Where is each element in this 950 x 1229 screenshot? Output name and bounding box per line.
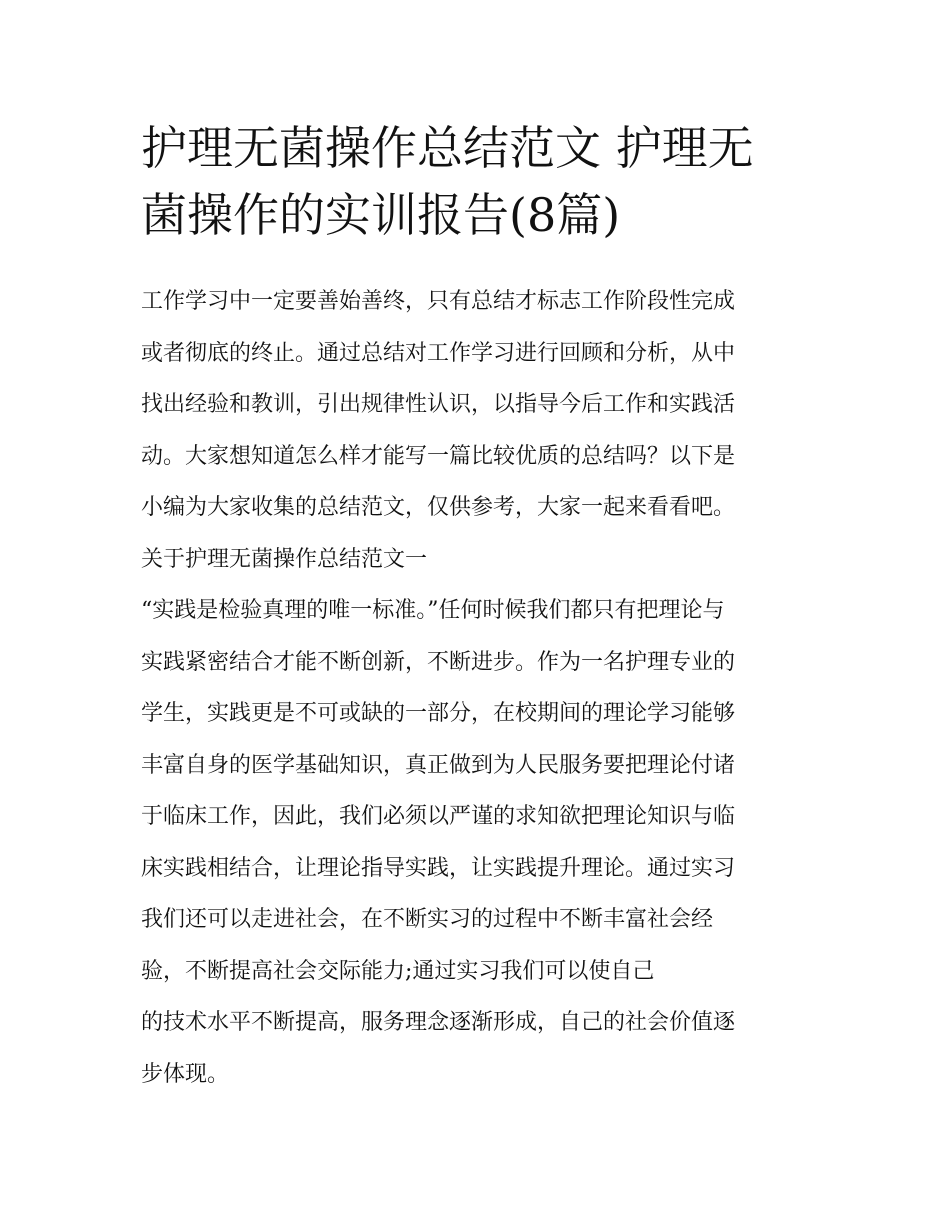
body-line: 找出经验和教训，引出规律性认识，以指导今后工作和实践活	[141, 392, 736, 417]
title-line-1: 护理无菌操作总结范文 护理无	[141, 121, 754, 175]
body-line: 实践紧密结合才能不断创新，不断进步。作为一名护理专业的	[141, 649, 736, 675]
body-line: 验，不断提高社会交际能力;通过实习我们可以使自己	[141, 958, 655, 984]
body-line: 步体现。	[141, 1061, 230, 1087]
body-line: 床实践相结合，让理论指导实践，让实践提升理论。通过实习	[141, 855, 736, 881]
body-line: “实践是检验真理的唯一标准。”任何时候我们都只有把理论与	[141, 598, 725, 623]
body-line: 的技术水平不断提高，服务理念逐渐形成，自己的社会价值逐	[141, 1010, 736, 1035]
document-body	[141, 276, 821, 1100]
body-line: 于临床工作，因此，我们必须以严谨的求知欲把理论知识与临	[141, 804, 736, 829]
body-line: 我们还可以走进社会，在不断实习的过程中不断丰富社会经	[141, 907, 714, 932]
body-line: 丰富自身的医学基础知识，真正做到为人民服务要把理论付诸	[141, 752, 736, 778]
body-line: 工作学习中一定要善始善终，只有总结才标志工作阶段性完成	[141, 289, 736, 314]
document-title	[141, 115, 821, 249]
section-heading: 关于护理无菌操作总结范文一	[141, 546, 428, 572]
body-line: 动。大家想知道怎么样才能写一篇比较优质的总结吗？以下是	[141, 443, 736, 469]
title-line-2: 菌操作的实训报告(8篇)	[141, 188, 621, 242]
body-line: 学生，实践更是不可或缺的一部分，在校期间的理论学习能够	[141, 701, 736, 726]
body-line: 或者彻底的终止。通过总结对工作学习进行回顾和分析，从中	[141, 340, 736, 366]
body-line: 小编为大家收集的总结范文，仅供参考，大家一起来看看吧。	[141, 495, 736, 520]
